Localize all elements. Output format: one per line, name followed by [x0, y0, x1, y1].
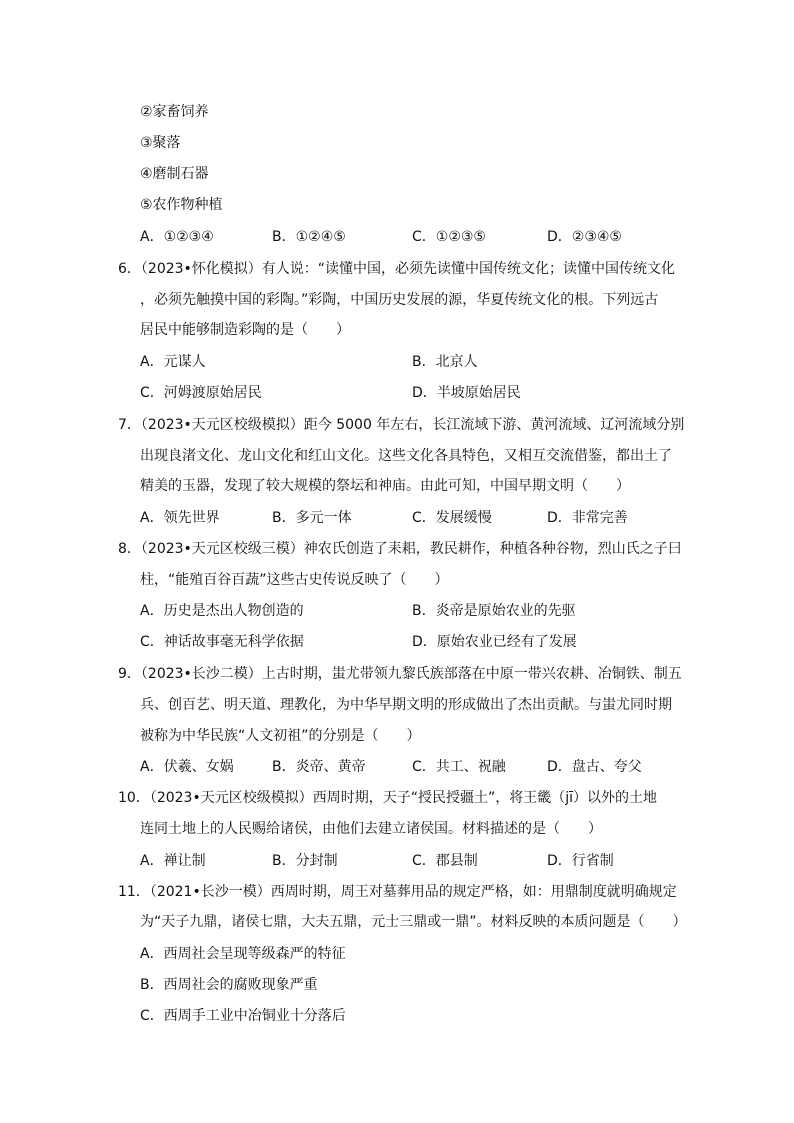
- question-stem: 9．（2023•长沙二模）上古时期，蚩尤带领九黎氏族部落在中原一带兴农耕、冶铜铁、制五: [118, 666, 682, 682]
- option-b[interactable]: B．炎帝是原始农业的先驱: [412, 603, 576, 619]
- option-a[interactable]: A．元谋人: [140, 354, 206, 370]
- option-a[interactable]: A．①②③④: [140, 229, 214, 245]
- option-c[interactable]: C．共工、祝融: [412, 759, 506, 775]
- option-a[interactable]: A．禅让制: [140, 853, 206, 869]
- option-a[interactable]: A．历史是杰出人物创造的: [140, 603, 304, 619]
- option-b[interactable]: B．炎帝、黄帝: [272, 759, 366, 775]
- question-stem: 11．（2021•长沙一模）西周时期，周王对墓葬用品的规定严格，如：用鼎制度就明确规定: [118, 884, 677, 900]
- option-d[interactable]: D．半坡原始居民: [412, 385, 521, 401]
- option-b[interactable]: B．多元一体: [272, 510, 352, 526]
- question-stem: 连同土地上的人民赐给诸侯，由他们去建立诸侯国。材料描述的是（ ）: [140, 821, 602, 837]
- continuation-item: ②家畜饲养: [140, 104, 209, 120]
- option-b[interactable]: B．分封制: [272, 853, 338, 869]
- option-d[interactable]: D．行省制: [547, 853, 614, 869]
- question-stem: 8．（2023•天元区校级三模）神农氏创造了耒耜，教民耕作，种植各种谷物，烈山氏之子曰: [118, 541, 682, 557]
- question-stem: 10．（2023•天元区校级模拟）西周时期，天子“授民授疆土”，将王畿（jī）以外的土地: [118, 790, 657, 806]
- option-d[interactable]: D．②③④⑤: [547, 229, 622, 245]
- option-d[interactable]: D．非常完善: [547, 510, 628, 526]
- option-a[interactable]: A．西周社会呈现等级森严的特征: [140, 946, 346, 962]
- option-c[interactable]: C．河姆渡原始居民: [140, 385, 262, 401]
- option-d[interactable]: D．原始农业已经有了发展: [412, 634, 577, 650]
- question-stem: 出现良渚文化、龙山文化和红山文化。这些文化各具特色，又相互交流借鉴，都出土了: [140, 448, 672, 464]
- option-c[interactable]: C．西周手工业中冶铜业十分落后: [140, 1008, 346, 1024]
- question-stem: 6．（2023•怀化模拟）有人说：“读懂中国，必须先读懂中国传统文化；读懂中国传统文化: [118, 261, 676, 277]
- question-stem: 被称为中华民族“人文初祖”的分别是（ ）: [140, 728, 421, 744]
- question-stem: 精美的玉器，发现了较大规模的祭坛和神庙。由此可知，中国早期文明（ ）: [140, 478, 630, 494]
- option-c[interactable]: C．郡县制: [412, 853, 478, 869]
- option-c[interactable]: C．发展缓慢: [412, 510, 492, 526]
- question-stem: 居民中能够制造彩陶的是（ ）: [140, 322, 350, 338]
- option-b[interactable]: B．西周社会的腐败现象严重: [140, 977, 318, 993]
- question-stem: 7．（2023•天元区校级模拟）距今 5000 年左右，长江流域下游、黄河流域、辽河流域分别: [118, 417, 685, 433]
- question-stem: 柱，“能殖百谷百蔬”这些古史传说反映了（ ）: [140, 572, 449, 588]
- continuation-item: ④磨制石器: [140, 166, 209, 182]
- question-stem: 为“天子九鼎，诸侯七鼎，大夫五鼎，元士三鼎或一鼎”。材料反映的本质问题是（ ）: [140, 914, 687, 930]
- option-a[interactable]: A．伏羲、女娲: [140, 759, 234, 775]
- option-c[interactable]: C．神话故事毫无科学依据: [140, 634, 304, 650]
- option-c[interactable]: C．①②③⑤: [412, 229, 486, 245]
- question-stem: ，必须先触摸中国的彩陶。”彩陶，中国历史发展的源，华夏传统文化的根。下列远古: [140, 292, 659, 308]
- continuation-item: ③聚落: [140, 135, 181, 151]
- option-d[interactable]: D．盘古、夸父: [547, 759, 642, 775]
- option-b[interactable]: B．①②④⑤: [272, 229, 346, 245]
- continuation-item: ⑤农作物种植: [140, 197, 223, 213]
- question-stem: 兵、创百艺、明天道、理教化，为中华早期文明的形成做出了杰出贡献。与蚩尤同时期: [140, 697, 672, 713]
- option-b[interactable]: B．北京人: [412, 354, 478, 370]
- option-a[interactable]: A．领先世界: [140, 510, 220, 526]
